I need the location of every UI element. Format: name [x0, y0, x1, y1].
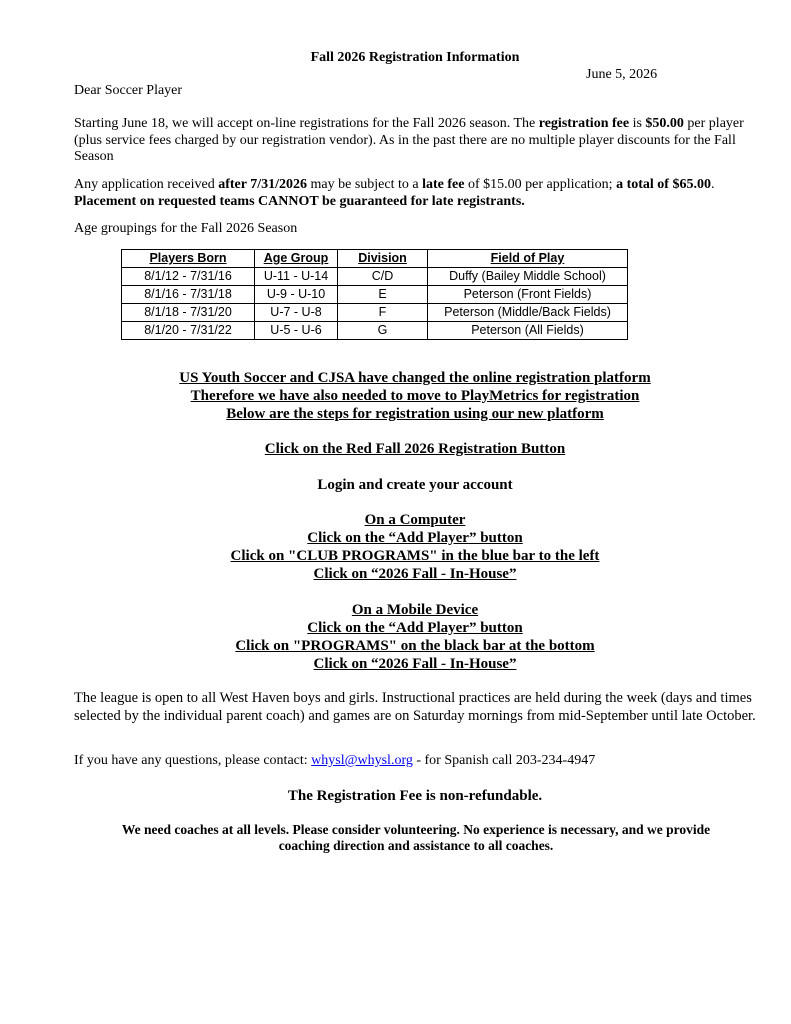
placement-warning: Placement on requested teams CANNOT be guaranteed for late registrants.	[74, 193, 525, 209]
cell-players-born: 8/1/12 - 7/31/16	[122, 268, 255, 286]
document-date: June 5, 2026	[586, 67, 658, 82]
mobile-step: Click on "PROGRAMS" on the black bar at the bottom	[235, 638, 595, 654]
platform-notice-line: Therefore we have also needed to move to PlayMetrics for registration	[190, 388, 640, 404]
late-deadline: after 7/31/2026	[218, 177, 307, 192]
platform-notice	[0, 369, 791, 423]
age-groupings-label: Age groupings for the Fall 2026 Season	[74, 221, 298, 236]
cell-division: F	[338, 304, 428, 322]
fee-amount: $50.00	[645, 116, 684, 131]
column-header-players-born: Players Born	[122, 250, 255, 268]
mobile-step: Click on the “Add Player” button	[307, 620, 523, 636]
table-row	[122, 322, 628, 340]
greeting: Dear Soccer Player	[74, 83, 183, 98]
late-text-3: of $15.00 per application;	[464, 177, 617, 192]
fee-text-3: per player (plus service fees charged by our registration vendor). As in the past there are no multiple player discounts for the Fall Season	[74, 116, 744, 164]
cell-division: E	[338, 286, 428, 304]
age-groups-table	[121, 249, 628, 340]
contact-line	[74, 753, 595, 769]
table-header-row	[122, 250, 628, 268]
cell-age-group: U-7 - U-8	[255, 304, 338, 322]
fee-paragraph	[74, 116, 754, 166]
table-row	[122, 286, 628, 304]
fee-text-2: is	[629, 116, 646, 131]
platform-notice-line: US Youth Soccer and CJSA have changed the online registration platform	[179, 370, 651, 386]
cell-age-group: U-5 - U-6	[255, 322, 338, 340]
coaches-appeal: We need coaches at all levels. Please consider volunteering. No experience is necessary, and we provide coaching direction and assistance to all coaches.	[121, 822, 711, 853]
mobile-step: Click on “2026 Fall - In-House”	[313, 656, 517, 672]
column-header-age-group: Age Group	[255, 250, 338, 268]
cell-age-group: U-9 - U-10	[255, 286, 338, 304]
table-row	[122, 304, 628, 322]
fee-label: registration fee	[538, 116, 630, 131]
league-info: The league is open to all West Haven boys and girls. Instructional practices are held during the week (days and times selected by the individual parent coach) and games are on Saturday mornings from mid-September until late October.	[74, 690, 756, 724]
computer-step: Click on the “Add Player” button	[307, 530, 523, 546]
computer-heading: On a Computer	[364, 512, 466, 528]
cell-division: C/D	[338, 268, 428, 286]
cell-field-of-play: Duffy (Bailey Middle School)	[428, 268, 628, 286]
non-refundable-notice: The Registration Fee is non-refundable.	[287, 788, 543, 804]
cell-players-born: 8/1/20 - 7/31/22	[122, 322, 255, 340]
platform-notice-line: Below are the steps for registration using our new platform	[226, 406, 604, 422]
contact-email-link[interactable]: whysl@whysl.org	[311, 753, 413, 768]
cell-field-of-play: Peterson (All Fields)	[428, 322, 628, 340]
late-total: a total of $65.00	[616, 177, 711, 192]
document-title: Fall 2026 Registration Information	[310, 50, 520, 65]
click-red-button-instruction: Click on the Red Fall 2026 Registration Button	[264, 441, 566, 457]
cell-division: G	[338, 322, 428, 340]
cell-field-of-play: Peterson (Front Fields)	[428, 286, 628, 304]
computer-step: Click on “2026 Fall - In-House”	[313, 566, 517, 582]
cell-players-born: 8/1/18 - 7/31/20	[122, 304, 255, 322]
column-header-division: Division	[338, 250, 428, 268]
late-fee-paragraph	[74, 177, 754, 210]
cell-players-born: 8/1/16 - 7/31/18	[122, 286, 255, 304]
column-header-field-of-play: Field of Play	[428, 250, 628, 268]
late-text-1: Any application received	[74, 177, 219, 192]
late-fee-label: late fee	[422, 177, 465, 192]
late-text-4: .	[710, 177, 715, 192]
computer-steps	[0, 511, 791, 583]
late-text-2: may be subject to a	[307, 177, 423, 192]
computer-step: Click on "CLUB PROGRAMS" in the blue bar to the left	[230, 548, 600, 564]
login-instruction: Login and create your account	[317, 477, 513, 493]
mobile-steps	[0, 601, 791, 673]
table-row	[122, 268, 628, 286]
contact-prefix: If you have any questions, please contact:	[74, 753, 312, 768]
cell-age-group: U-11 - U-14	[255, 268, 338, 286]
mobile-heading: On a Mobile Device	[351, 602, 479, 618]
fee-text-1: Starting June 18, we will accept on-line registrations for the Fall 2026 season. The	[74, 116, 539, 131]
cell-field-of-play: Peterson (Middle/Back Fields)	[428, 304, 628, 322]
contact-suffix: - for Spanish call 203-234-4947	[412, 753, 596, 768]
